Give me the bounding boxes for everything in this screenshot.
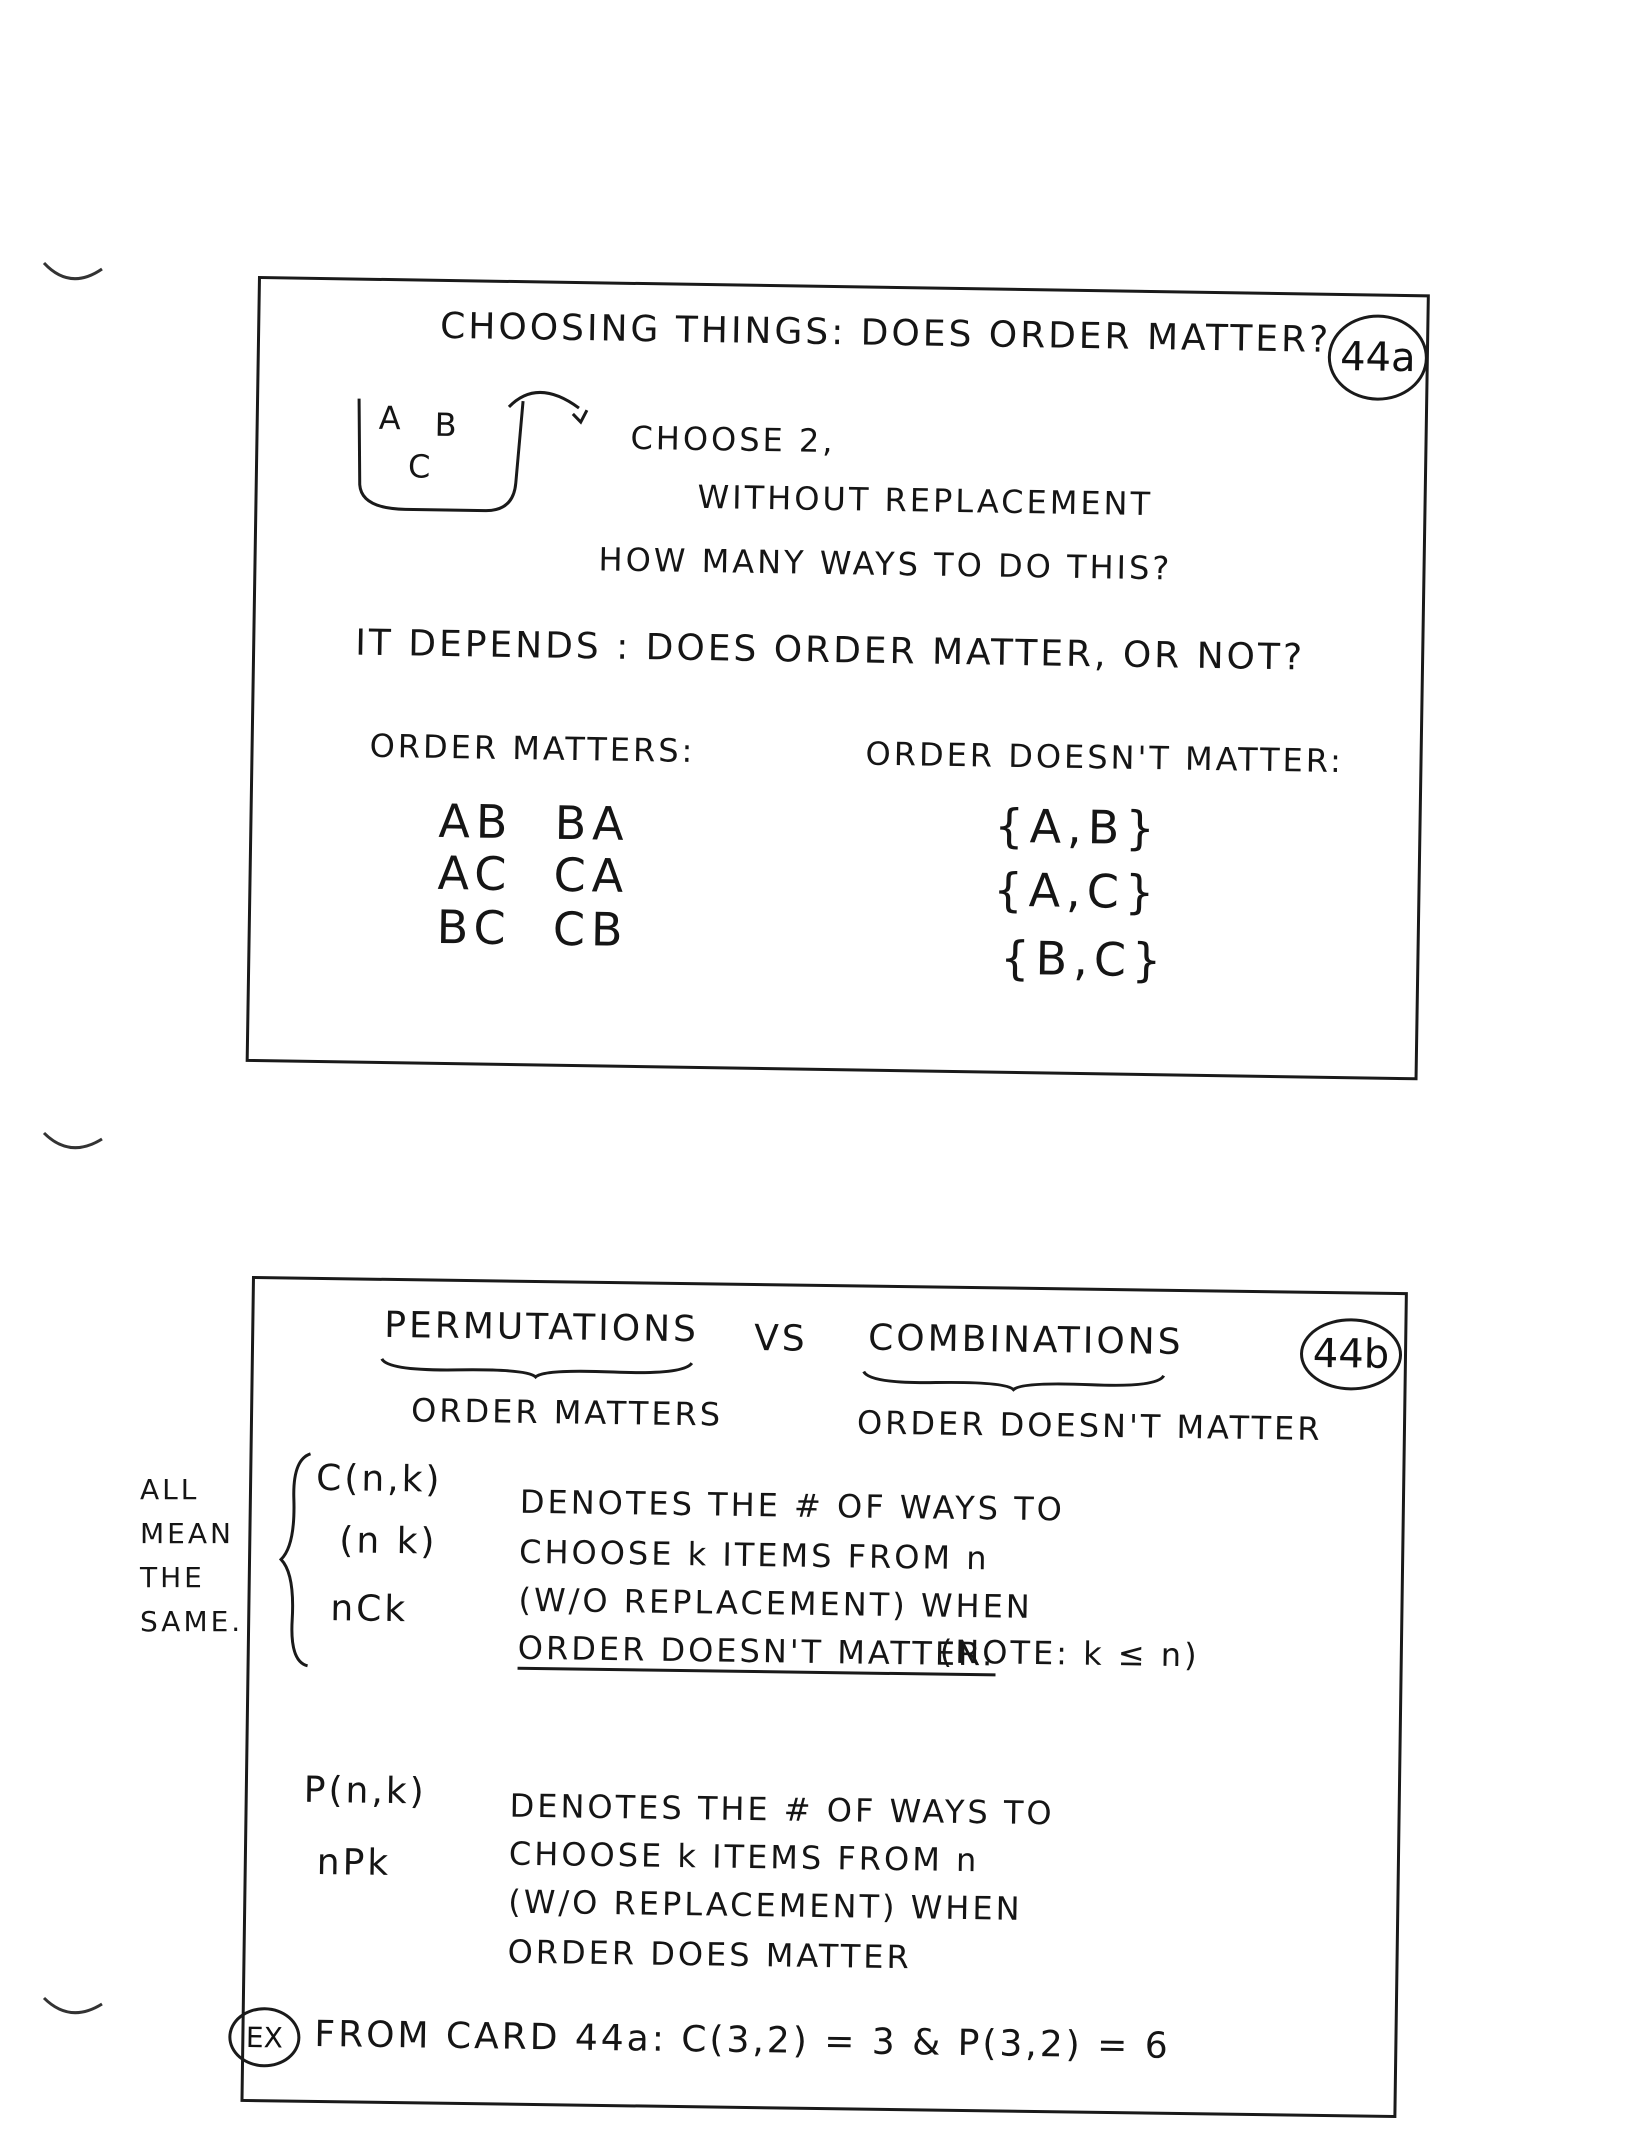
order-matters-heading: ORDER MATTERS: xyxy=(369,726,696,770)
perm-desc-line: CHOOSE k ITEMS FROM n xyxy=(508,1834,980,1880)
punch-hole-mark xyxy=(40,1125,110,1165)
comb-notation: nCk xyxy=(330,1588,409,1631)
depends-line: IT DEPENDS : DOES ORDER MATTER, OR NOT? xyxy=(354,622,1306,679)
comb-desc-line: DENOTES THE # OF WAYS TO xyxy=(519,1482,1066,1529)
example-line: FROM CARD 44a: C(3,2) = 3 & P(3,2) = 6 xyxy=(314,2013,1171,2067)
ordered-pair: AC CA xyxy=(437,845,630,903)
bag-letter: C xyxy=(407,447,434,486)
card-title: CHOOSING THINGS: DOES ORDER MATTER? xyxy=(439,305,1332,361)
perm-notation: P(n,k) xyxy=(303,1769,428,1813)
ordered-pair: BC CB xyxy=(436,899,629,957)
perm-desc-line: (W/O REPLACEMENT) WHEN xyxy=(508,1882,1023,1928)
example-badge: EX xyxy=(228,2007,301,2068)
vs-label: VS xyxy=(753,1318,808,1360)
curly-brace xyxy=(274,1449,317,1670)
bag-letter: B xyxy=(434,405,460,445)
permutations-sub: ORDER MATTERS xyxy=(410,1391,724,1434)
unordered-set: {A,C} xyxy=(993,862,1161,920)
margin-note-line: MEAN xyxy=(140,1517,234,1550)
perm-desc-line: DENOTES THE # OF WAYS TO xyxy=(509,1786,1055,1833)
choose-line: CHOOSE 2, xyxy=(630,418,836,461)
card-44b xyxy=(240,1276,1407,2118)
margin-note-line: ALL xyxy=(140,1473,200,1506)
comb-notation: (n k) xyxy=(339,1520,438,1563)
comb-desc-line: ORDER DOESN'T MATTER. xyxy=(518,1629,996,1677)
margin-note-line: THE xyxy=(140,1561,205,1594)
unordered-set: {A,B} xyxy=(994,798,1162,856)
permutations-heading: PERMUTATIONS xyxy=(384,1304,700,1351)
combinations-heading: COMBINATIONS xyxy=(867,1317,1184,1364)
card-badge: 44a xyxy=(1327,314,1428,402)
punch-hole-mark xyxy=(40,255,110,295)
comb-desc-line: (W/O REPLACEMENT) WHEN xyxy=(518,1580,1034,1626)
card-44a xyxy=(246,276,1430,1080)
unordered-set: {B,C} xyxy=(999,930,1168,988)
comb-notation: C(n,k) xyxy=(315,1457,443,1501)
bag-letter: A xyxy=(378,398,404,438)
margin-note xyxy=(140,1468,243,1644)
order-not-heading: ORDER DOESN'T MATTER: xyxy=(865,734,1345,781)
margin-note-line: SAME. xyxy=(140,1605,244,1638)
perm-notation: nPk xyxy=(316,1841,392,1884)
perm-desc-line: ORDER DOES MATTER xyxy=(507,1932,913,1977)
comb-desc-line: CHOOSE k ITEMS FROM n xyxy=(518,1532,990,1578)
question-line: HOW MANY WAYS TO DO THIS? xyxy=(598,540,1173,588)
combinations-sub: ORDER DOESN'T MATTER xyxy=(856,1403,1323,1448)
comb-note: (NOTE: k ≤ n) xyxy=(939,1632,1200,1675)
underbrace xyxy=(378,1355,698,1383)
underbrace xyxy=(859,1367,1169,1395)
punch-hole-mark xyxy=(40,1990,110,2030)
ordered-pair: AB BA xyxy=(438,793,631,851)
card-badge: 44b xyxy=(1300,1318,1403,1391)
replacement-line: WITHOUT REPLACEMENT xyxy=(697,477,1154,524)
